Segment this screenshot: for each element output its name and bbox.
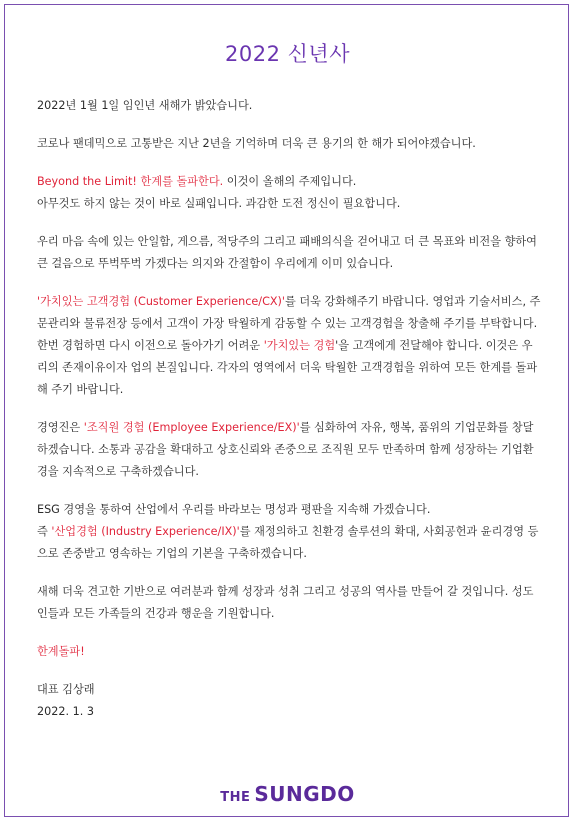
page-title: 2022 신년사 <box>225 42 350 66</box>
ex-text-end: 를 심화하여 자유, 행복, 품위의 기업문화를 창달하겠습니다. 소통과 공감을 확대하고 상호신뢰와 존중으로 조직원 모두 만족하며 함께 성장하는 기업환경을 지속적으로 구축하겠습니다. <box>37 421 534 478</box>
cx-highlight: '가치있는 고객경험 (Customer Experience/CX)' <box>37 295 285 308</box>
theme-text: 이것이 올해의 주제입니다. <box>223 175 357 188</box>
logo-prefix: THE <box>220 790 251 805</box>
company-logo <box>0 782 575 806</box>
paragraph-greeting: 2022년 1월 1일 임인년 새해가 밝았습니다. <box>37 99 253 112</box>
closing-slogan: 한계돌파! <box>37 645 85 658</box>
paragraph-covid: 코로나 팬데믹으로 고통받은 지난 2년을 기억하며 더욱 큰 용기의 한 해가 되어야겠습니다. <box>37 137 476 150</box>
letter-date: 2022. 1. 3 <box>37 705 94 718</box>
cx-text-end: '을 고객에게 전달해야 합니다. 이것은 우리의 존재이유이자 업의 본질입니다. 각자의 영역에서 더욱 탁월한 고객경험을 위하여 모든 한계를 돌파해 주기 바랍니다. <box>37 339 538 396</box>
letter-body <box>37 95 543 723</box>
ex-text-start: 경영진은 <box>37 421 84 434</box>
paragraph-esg <box>37 499 543 565</box>
ix-text-start: 즉 <box>37 525 52 538</box>
paragraph-theme <box>37 171 543 215</box>
signature-block <box>37 679 543 723</box>
ix-text-end: 를 재정의하고 친환경 솔루션의 확대, 사회공헌과 윤리경영 등으로 존중받고 영속하는 기업의 기본을 구축하겠습니다. <box>37 525 539 560</box>
paragraph-will: 우리 마음 속에 있는 안일함, 게으름, 적당주의 그리고 패배의식을 걷어내고 더 큰 목표와 비전을 향하여 큰 걸음으로 뚜벅뚜벅 가겠다는 의지와 간절함이 우리에게 이미 있습니다. <box>37 235 537 270</box>
signer-name: 대표 김상래 <box>37 683 95 696</box>
paragraph-cx <box>37 291 543 401</box>
theme-highlight: Beyond the Limit! 한계를 돌파한다. <box>37 175 224 188</box>
theme-line2: 아무것도 하지 않는 것이 바로 실패입니다. 과감한 도전 정신이 필요합니다. <box>37 197 401 210</box>
paragraph-future: 새해 더욱 견고한 기반으로 여러분과 함께 성장과 성취 그리고 성공의 역사를 만들어 갈 것입니다. 성도인들과 모든 가족들의 건강과 행운을 기원합니다. <box>37 585 534 620</box>
logo-name: SUNGDO <box>254 782 355 806</box>
cx-text: 를 더욱 강화해주기 바랍니다. 영업과 기술서비스, 주문관리와 물류전장 등에서 고객이 가장 탁월하게 감동할 수 있는 고객경험을 창출해 주기를 부탁합니다. 한번 경험하면 다시 이전으로 돌아가기 어려운 <box>37 295 541 352</box>
esg-line1: ESG 경영을 통하여 산업에서 우리를 바라보는 명성과 평판을 지속해 가겠습니다. <box>37 503 431 516</box>
ix-highlight: '산업경험 (Industry Experience/IX)' <box>51 525 240 538</box>
cx-highlight-2: '가치있는 경험 <box>263 339 336 352</box>
paragraph-ex <box>37 417 543 483</box>
ex-highlight: '조직원 경험 (Employee Experience/EX)' <box>83 421 300 434</box>
